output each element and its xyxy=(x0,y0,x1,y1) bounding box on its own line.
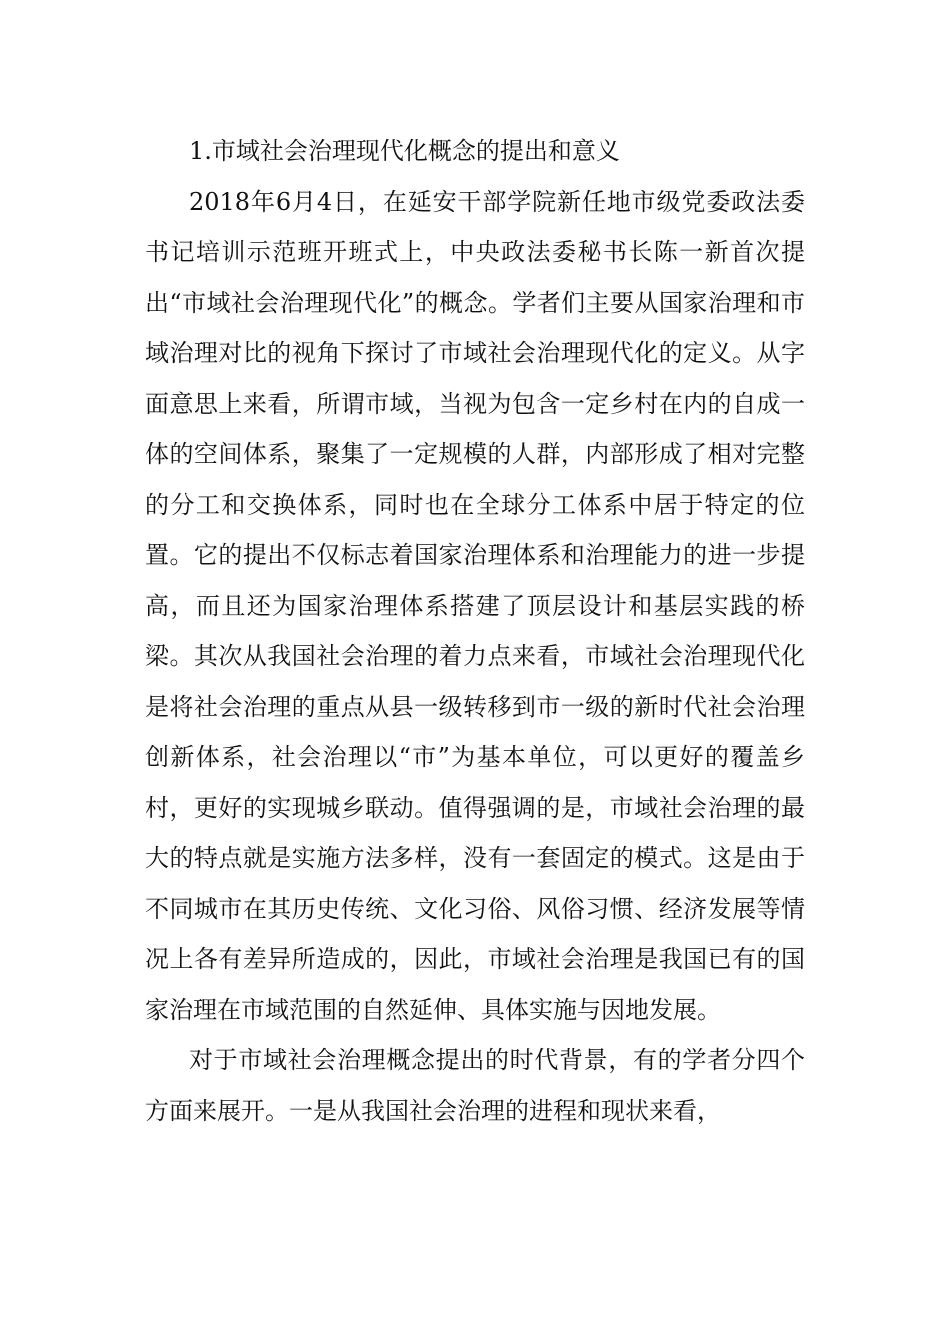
document-body xyxy=(145,126,805,1136)
section-heading: 1.市域社会治理现代化概念的提出和意义 xyxy=(189,137,620,165)
body-paragraph: 对于市域社会治理概念提出的时代背景，有的学者分四个方面来展开。一是从我国社会治理的进程和现状来看， xyxy=(145,1046,805,1125)
body-paragraph: 2018年6月4日，在延安干部学院新任地市级党委政法委书记培训示范班开班式上，中央政法委秘书长陈一新首次提出“市域社会治理现代化”的概念。学者们主要从国家治理和市域治理对比的视角下探讨了市域社会治理现代化的定义。从字面意思上来看，所谓市域，当视为包含一定乡村在内的自成一体的空间体系，聚集了一定规模的人群，内部形成了相对完整的分工和交换体系，同时也在全球分工体系中居于特定的位置。它的提出不仅标志着国家治理体系和治理能力的进一步提高，而且还为国家治理体系搭建了顶层设计和基层实践的桥梁。其次从我国社会治理的着力点来看，市域社会治理现代化是将社会治理的重点从县一级转移到市一级的新时代社会治理创新体系，社会治理以“市”为基本单位，可以更好的覆盖乡村，更好的实现城乡联动。值得强调的是，市域社会治理的最大的特点就是实施方法多样，没有一套固定的模式。这是由于不同城市在其历史传统、文化习俗、风俗习惯、经济发展等情况上各有差异所造成的，因此，市域社会治理是我国已有的国家治理在市域范围的自然延伸、具体实施与因地发展。 xyxy=(145,187,805,1024)
